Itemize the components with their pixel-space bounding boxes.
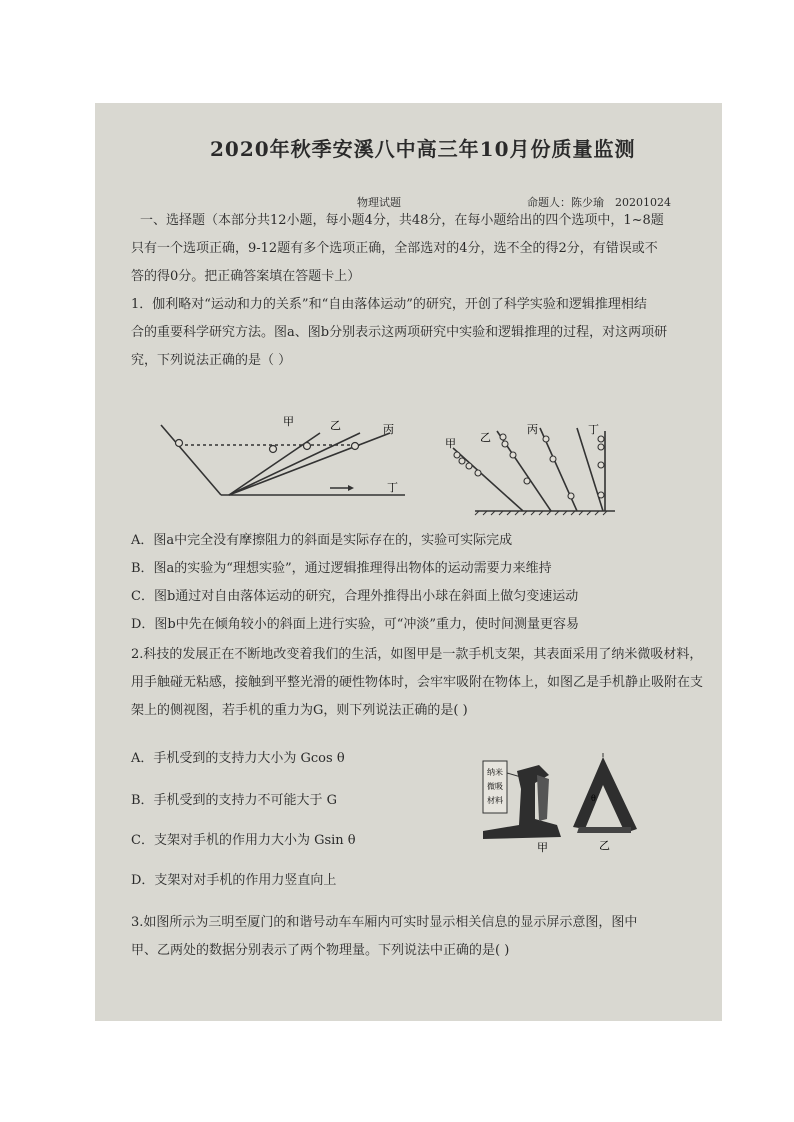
figure-b-label-bing: 丙 [527, 423, 538, 436]
figure-caption-jia: 甲 [537, 841, 548, 853]
question-1-option-d: D．图b中先在倾角较小的斜面上进行实验，可“冲淡”重力，使时间测量更容易 [131, 617, 580, 632]
figure-b-label-jia: 甲 [445, 437, 456, 450]
question-2-stem: 2.科技的发展正在不断地改变着我们的生活，如图甲是一款手机支架，其表面采用了纳米微吸材料， [131, 647, 703, 662]
question-3-stem: 甲、乙两处的数据分别表示了两个物理量。下列说法中正确的是( ) [131, 943, 510, 958]
figure-a-label-ding: 丁 [387, 481, 398, 494]
angle-theta-label: θ [591, 794, 596, 803]
question-2-option-c: C．支架对手机的作用力大小为 Gsin θ [131, 833, 356, 848]
figure-a-label-yi: 乙 [330, 419, 341, 432]
figure-a-label-bing: 丙 [383, 423, 394, 436]
date-label: 20201024 [615, 196, 671, 209]
figure-b-label-yi: 乙 [480, 431, 491, 444]
author-label: 命题人：陈少瑜 [527, 196, 604, 209]
material-label-3: 材料 [487, 796, 503, 805]
material-label-1: 纳米 [487, 768, 503, 777]
question-1-option-c: C．图b通过对自由落体运动的研究，合理外推得出小球在斜面上做匀变速运动 [131, 589, 579, 604]
question-1-option-a: A．图a中完全没有摩擦阻力的斜面是实际存在的，实验可实际完成 [131, 533, 513, 548]
exam-title: 2020年秋季安溪八中高三年10月份质量监测 [210, 137, 636, 161]
figure-b-inclined-planes [445, 403, 625, 528]
material-label-2: 微吸 [487, 782, 503, 791]
figure-a-inclined-planes [155, 403, 415, 513]
exam-paper [95, 103, 722, 1021]
figure-phone-holder-yi [565, 751, 645, 851]
question-2-option-d: D．支架对对手机的作用力竖直向上 [131, 873, 337, 888]
section-intro-line: 一、选择题（本部分共12小题，每小题4分，共48分，在每小题给出的四个选项中，1~8题 [140, 213, 664, 228]
question-2-option-b: B．手机受到的支持力不可能大于 G [131, 793, 338, 808]
question-1-option-b: B．图a的实验为“理想实验”，通过逻辑推理得出物体的运动需要力来维持 [131, 561, 552, 576]
question-2-stem: 架上的侧视图，若手机的重力为G，则下列说法正确的是( ) [131, 703, 468, 718]
section-intro-line: 只有一个选项正确，9-12题有多个选项正确，全部选对的4分，选不全的得2分，有错误或不 [131, 241, 658, 256]
question-3-stem: 3.如图所示为三明至厦门的和谐号动车车厢内可实时显示相关信息的显示屏示意图，图中 [131, 915, 638, 930]
figure-caption-yi: 乙 [599, 839, 610, 851]
figure-b-label-ding: 丁 [588, 423, 599, 436]
question-1-stem: 合的重要科学研究方法。图a、图b分别表示这两项研究中实验和逻辑推理的过程，对这两项研 [131, 325, 668, 340]
question-2-stem: 用手触碰无粘感，接触到平整光滑的硬性物体时，会牢牢吸附在物体上，如图乙是手机静止吸附在支 [131, 675, 704, 690]
figure-a-label-jia: 甲 [283, 415, 294, 428]
question-1-stem: 究，下列说法正确的是（ ） [131, 353, 292, 368]
question-1-stem: 1．伽利略对“运动和力的关系”和“自由落体运动”的研究，开创了科学实验和逻辑推理相结 [131, 297, 647, 312]
section-intro-line: 答的得0分。把正确答案填在答题卡上） [131, 269, 361, 284]
subject-label: 物理试题 [357, 196, 401, 209]
question-2-option-a: A．手机受到的支持力大小为 Gcos θ [131, 751, 345, 766]
